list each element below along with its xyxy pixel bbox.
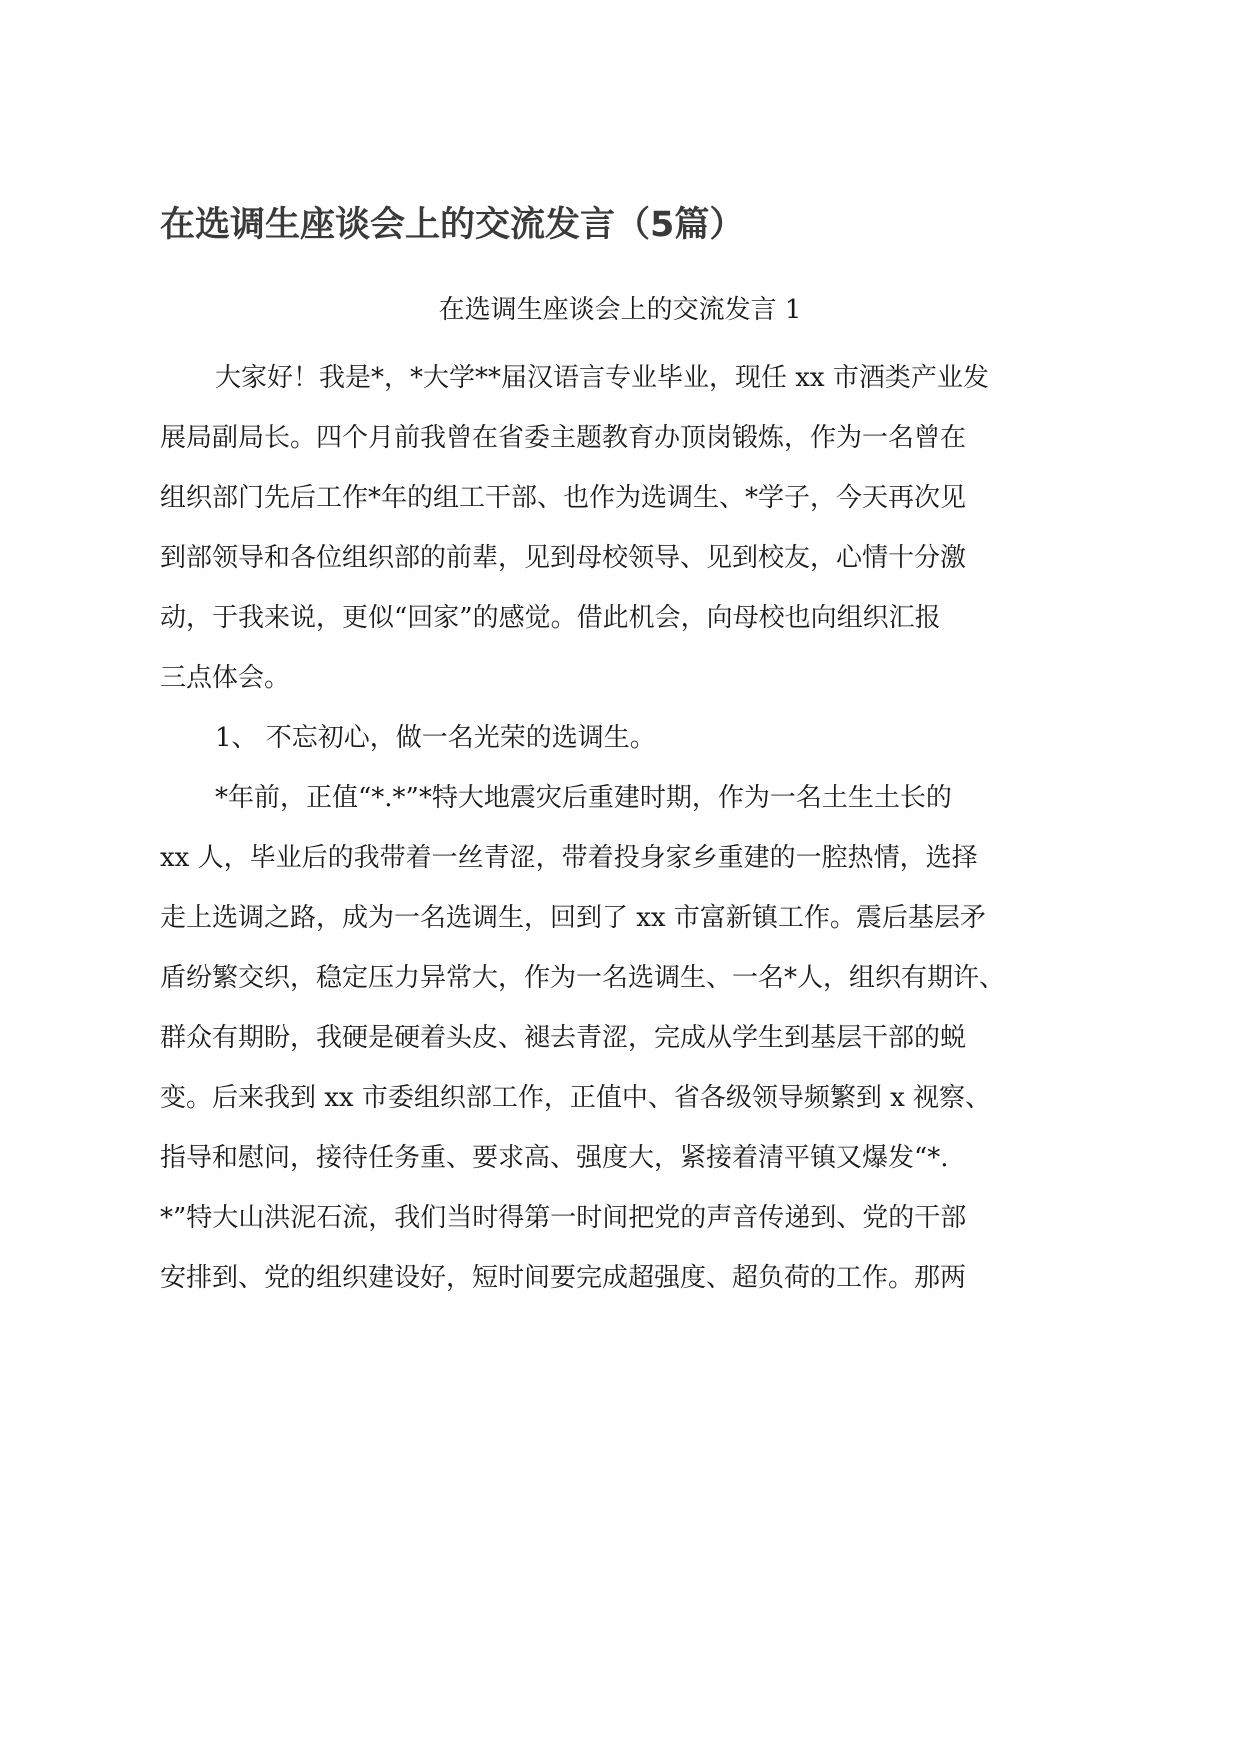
paragraph-line: 变。后来我到 xx 市委组织部工作，正值中、省各级领导频繁到 x 视察、: [160, 1083, 992, 1113]
paragraph-line: 组织部门先后工作*年的组工干部、也作为选调生、*学子，今天再次见: [160, 483, 967, 513]
paragraph-line: 到部领导和各位组织部的前辈，见到母校领导、见到校友，心情十分激: [160, 543, 967, 573]
paragraph-line: 动，于我来说，更似“回家”的感觉。借此机会，向母校也向组织汇报: [160, 603, 941, 633]
section-heading: 在选调生座谈会上的交流发言 1: [438, 295, 802, 325]
paragraph-line: *年前，正值“*.*”*特大地震灾后重建时期，作为一名土生土长的: [215, 783, 952, 813]
paragraph-line: 走上选调之路，成为一名选调生，回到了 xx 市富新镇工作。震后基层矛: [160, 903, 986, 933]
paragraph-line: xx 人，毕业后的我带着一丝青涩，带着投身家乡重建的一腔热情，选择: [160, 843, 978, 873]
paragraph-line: 三点体会。: [160, 663, 291, 693]
paragraph-line: 盾纷繁交织，稳定压力异常大，作为一名选调生、一名*人，组织有期许、: [160, 963, 1006, 993]
paragraph-line: 大家好！我是*，*大学**届汉语言专业毕业，现任 xx 市酒类产业发: [215, 363, 989, 393]
document-title: 在选调生座谈会上的交流发言（5篇）: [160, 205, 745, 245]
paragraph-line: 群众有期盼，我硬是硬着头皮、褪去青涩，完成从学生到基层干部的蜕: [160, 1023, 967, 1053]
paragraph-line: 指导和慰问，接待任务重、要求高、强度大，紧接着清平镇又爆发“*.: [160, 1143, 949, 1173]
paragraph-line: 安排到、党的组织建设好，短时间要完成超强度、超负荷的工作。那两: [160, 1263, 967, 1293]
paragraph-line: *”特大山洪泥石流，我们当时得第一时间把党的声音传递到、党的干部: [160, 1203, 967, 1233]
list-item-heading: 1、 不忘初心，做一名光荣的选调生。: [215, 723, 656, 753]
paragraph-line: 展局副局长。四个月前我曾在省委主题教育办顶岗锻炼，作为一名曾在: [160, 423, 967, 453]
